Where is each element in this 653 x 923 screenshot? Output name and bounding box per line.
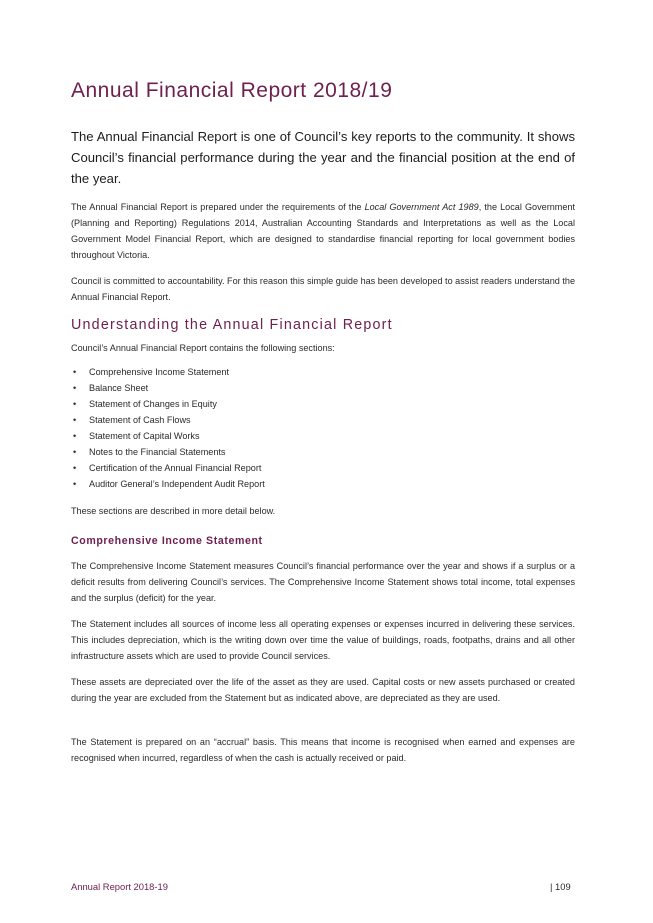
list-item: • Auditor General’s Independent Audit Report [71,476,265,492]
list-item: • Certification of the Annual Financial Report [71,460,265,476]
bullet-icon: • [73,431,77,441]
page-title: Annual Financial Report 2018/19 [71,79,393,102]
list-item: • Statement of Capital Works [71,428,265,444]
comprehensive-paragraph-1: The Comprehensive Income Statement measures Council’s financial performance over the year and shows if a surplus or a deficit results from delivering Council’s services. The Comprehensive Income Statement shows total income, total expenses and the surplus (deficit) for the year. [71,561,575,603]
sections-lead: Council’s Annual Financial Report contains the following sections: [71,343,335,353]
bullet-icon: • [73,399,77,409]
footer-title: Annual Report 2018-19 [71,881,168,892]
intro-paragraph: The Annual Financial Report is one of Council’s key reports to the community. It shows Council’s financial performance during the year and the financial position at the end of the year. [71,129,575,186]
list-item: • Comprehensive Income Statement [71,364,265,380]
sections-closing: These sections are described in more detail below. [71,506,276,516]
comprehensive-paragraph-2: The Statement includes all sources of income less all operating expenses or expenses incurred in delivering these services. This includes depreciation, which is the writing down over time the value of buildings, roads, footpaths, drains and all other infrastructure assets which are used to provide Council services. [71,619,575,661]
act-citation: Local Government Act 1989 [364,202,479,212]
bullet-icon: • [73,367,77,377]
bullet-icon: • [73,383,77,393]
list-item: • Statement of Cash Flows [71,412,265,428]
bullet-icon: • [73,447,77,457]
understanding-heading: Understanding the Annual Financial Report [71,317,393,333]
comprehensive-paragraph-3: These assets are depreciated over the life of the asset as they are used. Capital costs or new assets purchased or created during the year are excluded from the Statement but as indicated above, are depreciated as they are used. [71,677,575,703]
accountability-paragraph: Council is committed to accountability. For this reason this simple guide has been developed to assist readers understand the Annual Financial Report. [71,276,575,302]
comprehensive-heading: Comprehensive Income Statement [71,535,263,547]
list-item: • Statement of Changes in Equity [71,396,265,412]
bullet-icon: • [73,463,77,473]
comprehensive-paragraph-4: The Statement is prepared on an “accrual” basis. This means that income is recognised when earned and expenses are recognised when incurred, regardless of when the cash is actually received or paid. [71,737,575,763]
page-number: | 109 [550,881,571,892]
list-item: • Balance Sheet [71,380,265,396]
requirements-paragraph: The Annual Financial Report is prepared under the requirements of the Local Government Act 1989, the Local Government (Planning and Reporting) Regulations 2014, Australian Accounting Standards and Interpretations as well as the Local Government Model Financial Report, which are designed to standardise financial reporting for local government bodies throughout Victoria. [71,202,575,260]
sections-list [71,364,265,492]
bullet-icon: • [73,479,77,489]
list-item: • Notes to the Financial Statements [71,444,265,460]
bullet-icon: • [73,415,77,425]
